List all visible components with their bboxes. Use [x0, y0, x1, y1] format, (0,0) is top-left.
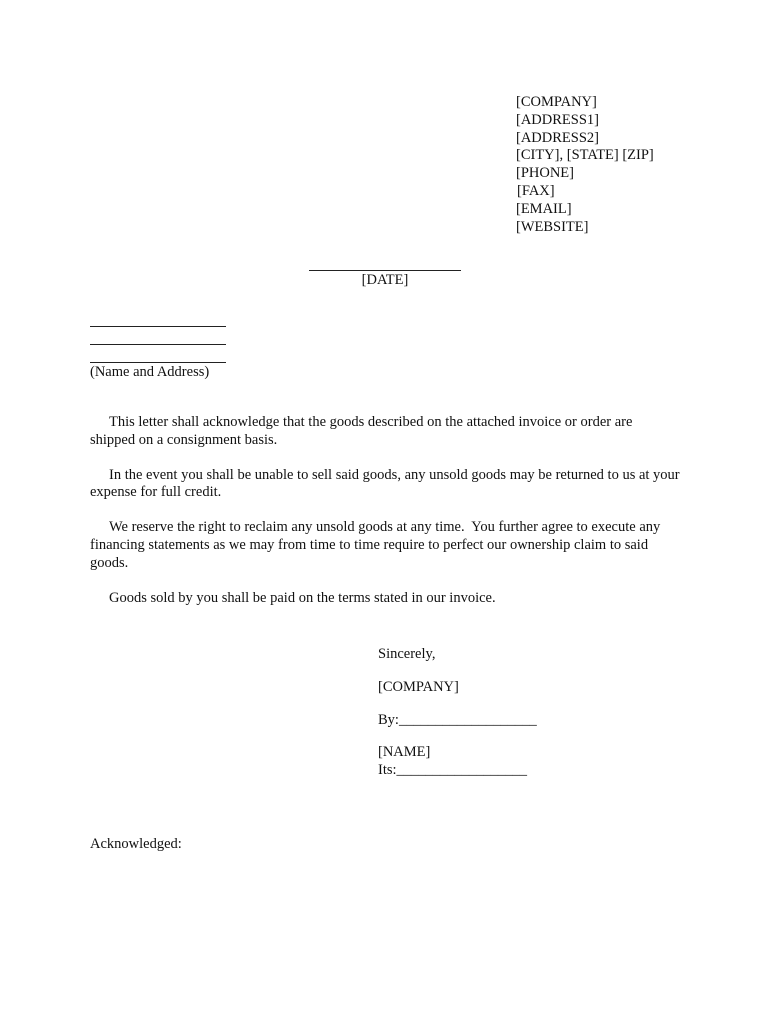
recipient-blank-line-3: [90, 346, 226, 363]
body-paragraph: We reserve the right to reclaim any unsold goods at any time. You further agree to execute any financing statements as we may from time to time require to perfect our ownership claim to said goods.: [90, 519, 664, 571]
body-paragraph: Goods sold by you shall be paid on the terms stated in our invoice.: [109, 589, 496, 606]
letterhead-address1: [ADDRESS1]: [516, 111, 599, 128]
closing-its-line: Its:__________________: [378, 762, 528, 779]
recipient-blank-line-2: [90, 328, 226, 345]
letterhead-website: [WEBSITE]: [516, 218, 589, 235]
letterhead-email: [EMAIL]: [516, 200, 572, 217]
letterhead-address2: [ADDRESS2]: [516, 129, 599, 146]
recipient-label: (Name and Address): [90, 364, 210, 380]
acknowledged-label: Acknowledged:: [90, 836, 182, 852]
closing-company: [COMPANY]: [378, 678, 459, 695]
closing-by-line: By:___________________: [378, 711, 537, 728]
date-label: [DATE]: [361, 272, 409, 288]
closing-name: [NAME]: [378, 744, 431, 761]
letterhead-fax: [FAX]: [517, 182, 555, 199]
recipient-block: [90, 310, 290, 381]
closing-block: [378, 646, 678, 780]
recipient-blank-line-1: [90, 310, 226, 327]
letterhead: [516, 94, 654, 236]
body-paragraph: This letter shall acknowledge that the goods described on the attached invoice or order are shipped on a consignment basis.: [90, 414, 633, 448]
date-block: [309, 256, 461, 289]
body-paragraph: In the event you shall be unable to sell said goods, any unsold goods may be returned to us at your expense for full credit.: [90, 466, 680, 501]
letterhead-phone: [PHONE]: [516, 165, 574, 182]
letter-body: [90, 414, 680, 624]
closing-salutation: Sincerely,: [378, 646, 436, 662]
letterhead-company: [COMPANY]: [516, 94, 597, 110]
date-blank-line: [309, 256, 461, 271]
letterhead-city-state-zip: [CITY], [STATE] [ZIP]: [516, 147, 654, 164]
